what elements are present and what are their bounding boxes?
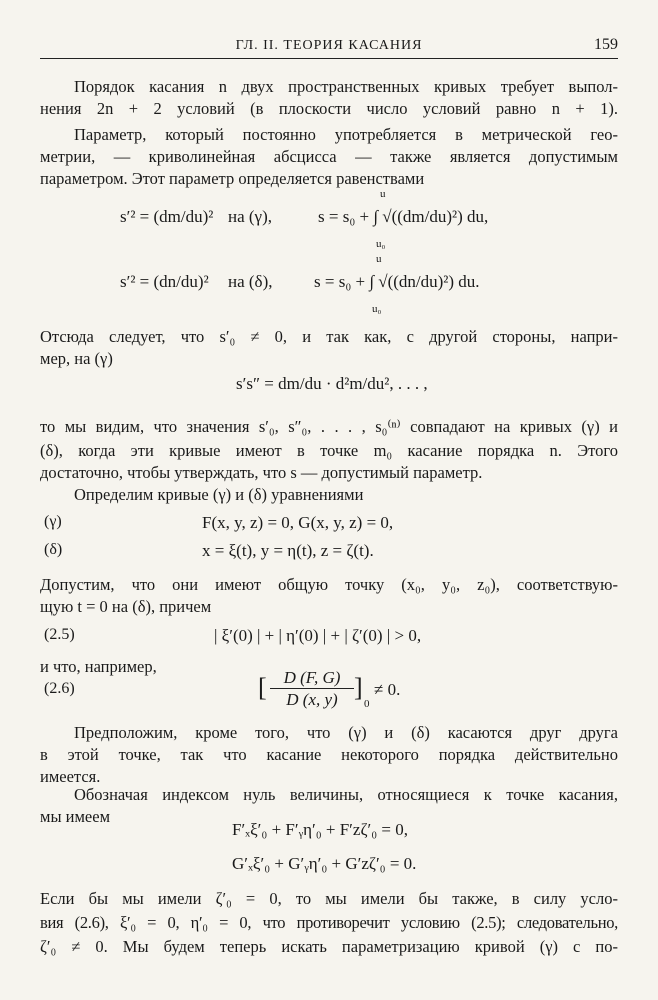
eq-2-5-label: (2.5) [44,626,75,643]
eq-2-6-subscript: 0 [364,698,370,710]
eq-delta-rhs: s = s₀ + ∫ √((dn/du)²) du. [314,272,480,291]
para6-line2: щую t = 0 на (δ), причем [40,597,212,616]
eq-2-6-denominator: D (x, y) [286,690,338,709]
eq-delta-lhs: s′² = (dn/du)² [120,272,209,291]
eq-2-5-formula: | ξ′(0) | + | η′(0) | + | ζ′(0) | > 0, [214,626,422,645]
para9-line2: мы имеем [40,807,111,826]
eq-second-derivative: s′s″ = dm/du · d²m/du², . . . , [236,374,428,393]
running-header [40,36,618,59]
para10-line2: вия (2.6), ξ′₀ = 0, η′₀ = 0, что противоречит условию (2.5); следовательно, [40,913,618,932]
para2-line1: Параметр, который постоянно употребляется в метрической гео- [74,125,618,144]
eq-gamma-on: на (γ), [228,207,272,226]
eq-curve-delta-formula: x = ξ(t), y = η(t), z = ζ(t). [202,541,374,560]
para5: Определим кривые (γ) и (δ) уравнениями [74,485,364,504]
eq-gamma-upper: u [380,188,386,200]
para1-line2: нения 2n + 2 условий (в плоскости число условий равно n + 1). [40,99,618,118]
page-number: 159 [594,36,618,53]
para6-line1: Допустим, что они имеют общую точку (x₀, y₀, z₀), соответствую- [40,575,618,594]
para2-line2: метрии, — криволинейная абсцисса — также является допустимым [40,147,618,166]
para1-line1: Порядок касания n двух пространственных кривых требует выпол- [74,77,618,96]
para4-line2: (δ), когда эти кривые имеют в точке m₀ касание порядка n. Этого [40,441,618,460]
para3-line2: мер, на (γ) [40,349,113,368]
eq-curve-gamma-label: (γ) [44,513,62,530]
para7: и что, например, [40,657,157,676]
eq-2-6-numerator: D (F, G) [283,668,341,687]
para10-line1: Если бы мы имели ζ′₀ = 0, то мы имели бы также, в силу усло- [40,889,618,908]
eq-curve-gamma-formula: F(x, y, z) = 0, G(x, y, z) = 0, [202,513,394,532]
eq-2-6-tail: ≠ 0. [374,680,401,699]
para3-line1: Отсюда следует, что s′₀ ≠ 0, и так как, с другой стороны, напри- [40,327,618,346]
eq-curve-delta-label: (δ) [44,541,63,558]
eq-delta-upper: u [376,253,382,265]
eq-2-6-fraction-bar [270,688,354,689]
para9-line1: Обозначая индексом нуль величины, относящиеся к точке касания, [74,785,618,804]
eq-2-6-label: (2.6) [44,680,75,697]
para8-line2: в этой точке, так что касание некоторого порядка действительно [40,745,618,764]
para4-line1: то мы видим, что значения s′₀, s″₀, . . . , s₀⁽ⁿ⁾ совпадают на кривых (γ) и [40,417,618,436]
para10-line3: ζ′₀ ≠ 0. Мы будем теперь искать параметризацию кривой (γ) с по- [40,937,618,956]
eq-2-6-bracket-left: [ [258,673,267,702]
eq-G-derivatives: G′ₓξ′₀ + G′ᵧη′₀ + G′zζ′₀ = 0. [232,854,417,873]
para8-line3: имеется. [40,767,101,786]
header-title: ГЛ. II. ТЕОРИЯ КАСАНИЯ [235,38,423,53]
para8-line1: Предположим, кроме того, что (γ) и (δ) касаются друг друга [74,723,618,742]
eq-2-6-bracket-right: ] [354,673,363,702]
eq-gamma-rhs: s = s₀ + ∫ √((dm/du)²) du, [318,207,489,226]
para2-line3: параметром. Этот параметр определяется равенствами [40,169,425,188]
eq-gamma-lhs: s′² = (dm/du)² [120,207,214,226]
eq-gamma-lower: u₀ [376,238,386,250]
eq-delta-lower: u₀ [372,303,382,315]
eq-F-derivatives: F′ₓξ′₀ + F′ᵧη′₀ + F′zζ′₀ = 0, [232,820,408,839]
para4-line3: достаточно, чтобы утверждать, что s — допустимый параметр. [40,463,483,482]
eq-delta-on: на (δ), [228,272,273,291]
